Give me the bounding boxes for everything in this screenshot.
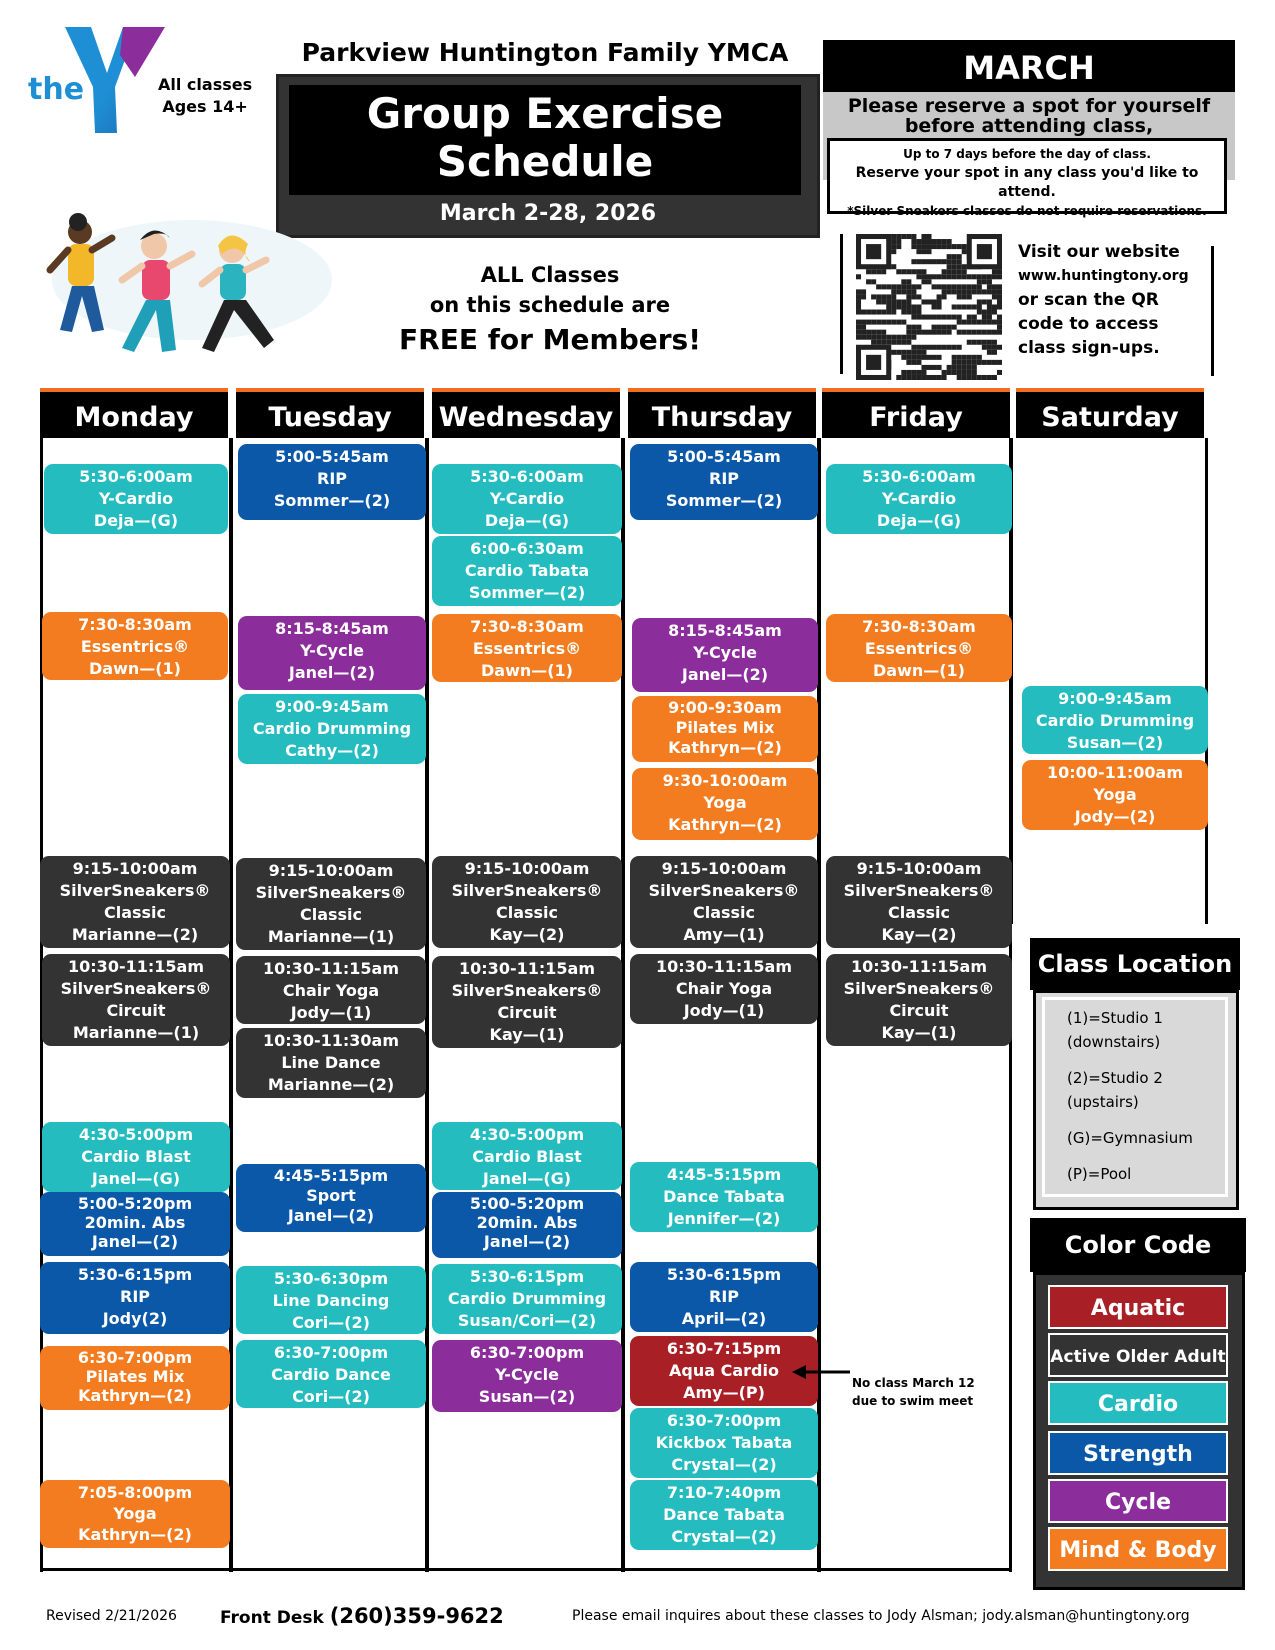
class-instructor: Kathryn—(2) <box>668 738 782 757</box>
class-instructor: Deja—(G) <box>93 511 179 530</box>
class-instructor: Susan—(2) <box>1066 733 1164 752</box>
class-instructor: Janel—(G) <box>91 1169 181 1188</box>
reserve-line-1: Please reserve a spot for yourself <box>847 95 1211 117</box>
reserve-line-2: before attending class, <box>904 115 1154 137</box>
class-block[interactable] <box>432 536 622 606</box>
class-name: Cardio Tabata <box>464 561 590 580</box>
class-block[interactable] <box>432 956 622 1048</box>
class-name: 20min. Abs <box>476 1213 578 1232</box>
class-name: Cardio Dance <box>271 1365 391 1384</box>
class-block[interactable] <box>40 1346 230 1410</box>
class-time: 5:30-6:00am <box>470 467 584 486</box>
class-instructor: Crystal—(2) <box>671 1455 777 1474</box>
free-for-members <box>380 260 720 360</box>
color-code-active-older-adult: Active Older Adult <box>1048 1333 1228 1377</box>
title-line-1: Group Exercise <box>366 89 724 138</box>
class-instructor: Janel—(2) <box>483 1232 571 1251</box>
class-time: 6:30-7:15pm <box>666 1339 782 1358</box>
class-instructor: Kathryn—(2) <box>668 815 782 834</box>
class-name: Aqua Cardio <box>669 1361 779 1380</box>
class-block[interactable] <box>40 856 230 948</box>
class-instructor: Marianne—(1) <box>267 927 395 946</box>
note-line-1: No class March 12 <box>852 1376 975 1390</box>
class-time: 5:30-6:00am <box>79 467 193 486</box>
class-time: 10:30-11:15am <box>656 957 792 976</box>
class-location-title: Class Location <box>1030 938 1240 990</box>
free-line-1: ALL Classes <box>480 263 620 287</box>
class-block[interactable] <box>632 768 818 840</box>
class-block[interactable] <box>236 956 426 1024</box>
class-time: 5:30-6:15pm <box>469 1267 585 1286</box>
class-time: 9:00-9:45am <box>275 697 389 716</box>
class-name: Cardio Blast <box>472 1147 582 1166</box>
class-block[interactable] <box>630 856 818 948</box>
class-instructor: Crystal—(2) <box>671 1527 777 1546</box>
class-time: 7:30-8:30am <box>470 617 584 636</box>
class-name: RIP <box>317 469 347 488</box>
class-instructor: Kathryn—(2) <box>78 1525 192 1544</box>
class-name: Y-Cardio <box>489 489 565 508</box>
class-time: 8:15-8:45am <box>275 619 389 638</box>
class-time: 10:30-11:15am <box>263 959 399 978</box>
class-time: 8:15-8:45am <box>668 621 782 640</box>
title-line-2: Schedule <box>436 137 654 186</box>
class-block[interactable] <box>42 1122 230 1192</box>
ymca-name: Parkview Huntington Family YMCA <box>301 38 789 67</box>
website-info <box>1018 240 1189 360</box>
class-time: 6:00-6:30am <box>470 539 584 558</box>
class-block[interactable] <box>432 1192 622 1258</box>
class-time: 10:30-11:30am <box>263 1031 399 1050</box>
class-instructor: Kay—(1) <box>489 1025 565 1044</box>
class-name-2: Classic <box>887 903 951 922</box>
revised-date: Revised 2/21/2026 <box>46 1608 177 1624</box>
class-name-2: Classic <box>495 903 559 922</box>
class-block[interactable] <box>632 618 818 692</box>
class-block[interactable] <box>630 1408 818 1478</box>
class-block[interactable] <box>42 954 230 1046</box>
class-block[interactable] <box>432 1264 622 1334</box>
class-time: 9:30-10:00am <box>662 771 788 790</box>
free-line-3: FREE for Members! <box>399 323 701 356</box>
class-time: 5:00-5:45am <box>275 447 389 466</box>
detail-line-1: Up to 7 days before the day of class. <box>903 147 1151 161</box>
class-name-2: Classic <box>692 903 756 922</box>
class-name-2: Circuit <box>889 1001 949 1020</box>
class-instructor: Kay—(2) <box>489 925 565 944</box>
contact-email[interactable]: Please email inquires about these classes to Jody Alsman; jody.alsman@huntingtony.org <box>572 1608 1190 1624</box>
class-name: Pilates Mix <box>675 718 775 737</box>
class-block[interactable] <box>630 1336 818 1406</box>
ages-text: Ages 14+ <box>162 97 248 116</box>
class-time: 5:30-6:30pm <box>273 1269 389 1288</box>
class-block[interactable] <box>236 858 426 950</box>
class-instructor: Jody—(2) <box>1074 807 1156 826</box>
class-instructor: Jody(2) <box>102 1309 168 1328</box>
class-name-2: Classic <box>299 905 363 924</box>
visit-line-1: Visit our website <box>1018 242 1180 262</box>
visit-line-2: or scan the QR <box>1018 290 1159 310</box>
class-name: Kickbox Tabata <box>655 1433 793 1452</box>
class-name: Essentrics® <box>80 637 190 656</box>
class-time: 9:00-9:45am <box>1058 689 1172 708</box>
front-desk-label: Front Desk <box>220 1608 324 1628</box>
class-time: 7:30-8:30am <box>78 615 192 634</box>
class-instructor: Janel—(G) <box>482 1169 572 1188</box>
class-block[interactable] <box>630 1262 818 1332</box>
class-instructor: Marianne—(1) <box>72 1023 200 1042</box>
class-block[interactable] <box>236 1028 426 1098</box>
location-item: (P)=Pool <box>1067 1165 1132 1183</box>
class-time: 5:00-5:45am <box>667 447 781 466</box>
class-block[interactable] <box>40 1262 230 1334</box>
class-time: 9:15-10:00am <box>464 859 590 878</box>
class-instructor: Sommer—(2) <box>468 583 586 602</box>
class-block[interactable] <box>238 444 426 520</box>
class-time: 10:30-11:15am <box>459 959 595 978</box>
class-name: Cardio Drumming <box>1035 711 1195 730</box>
visit-line-3: code to access <box>1018 314 1159 334</box>
class-block[interactable] <box>238 694 426 764</box>
class-name: RIP <box>709 469 739 488</box>
class-instructor: Deja—(G) <box>484 511 570 530</box>
class-time: 4:45-5:15pm <box>666 1165 782 1184</box>
class-instructor: Janel—(2) <box>681 665 769 684</box>
class-instructor: Dawn—(1) <box>872 661 965 680</box>
color-code-cycle: Cycle <box>1048 1479 1228 1523</box>
class-time: 4:30-5:00pm <box>469 1125 585 1144</box>
class-time: 6:30-7:00pm <box>666 1411 782 1430</box>
class-block[interactable] <box>432 1340 622 1412</box>
page-title <box>289 85 801 195</box>
class-name: Y-Cycle <box>300 641 364 660</box>
reserve-text <box>823 96 1235 136</box>
column-saturday <box>1010 438 1208 924</box>
class-name-2: Circuit <box>106 1001 166 1020</box>
class-name: Dance Tabata <box>663 1187 785 1206</box>
location-item: (G)=Gymnasium <box>1067 1129 1193 1147</box>
schedule-bottom-line <box>40 1568 1012 1571</box>
class-name: Yoga <box>113 1504 157 1523</box>
class-instructor: Deja—(G) <box>876 511 962 530</box>
day-header-thursday: Thursday <box>628 388 816 438</box>
class-name: Y-Cycle <box>495 1365 559 1384</box>
class-block[interactable] <box>236 1266 426 1334</box>
class-name: SilverSneakers® <box>451 981 603 1000</box>
color-code-aquatic: Aquatic <box>1048 1285 1228 1329</box>
class-block[interactable] <box>238 616 426 690</box>
class-name: Y-Cardio <box>881 489 957 508</box>
class-time: 5:00-5:20pm <box>469 1194 585 1213</box>
class-name: Essentrics® <box>472 639 582 658</box>
dancers-illustration <box>42 210 342 370</box>
class-instructor: Sommer—(2) <box>273 491 391 510</box>
class-name: Sport <box>306 1186 356 1205</box>
class-name: Line Dancing <box>272 1291 390 1310</box>
class-block[interactable] <box>236 1340 426 1408</box>
class-instructor: Jennifer—(2) <box>667 1209 781 1228</box>
title-box <box>276 74 820 238</box>
class-time: 9:15-10:00am <box>661 859 787 878</box>
class-name: Cardio Drumming <box>447 1289 607 1308</box>
class-name: SilverSneakers® <box>451 881 603 900</box>
class-time: 9:15-10:00am <box>856 859 982 878</box>
class-instructor: Kay—(1) <box>881 1023 957 1042</box>
month-title: MARCH <box>823 40 1235 92</box>
reserve-detail <box>827 138 1227 218</box>
class-block[interactable] <box>40 1192 230 1256</box>
class-name: Yoga <box>1093 785 1137 804</box>
class-instructor: Kathryn—(2) <box>78 1386 192 1405</box>
class-instructor: Cathy—(2) <box>285 741 379 760</box>
schedule-dates: March 2-28, 2026 <box>439 201 657 226</box>
class-instructor: Marianne—(2) <box>71 925 199 944</box>
class-time: 10:30-11:15am <box>851 957 987 976</box>
location-item: (1)=Studio 1 (downstairs) <box>1067 1009 1163 1051</box>
class-instructor: Susan—(2) <box>478 1387 576 1406</box>
color-code-box <box>1033 1272 1245 1590</box>
class-block[interactable] <box>630 1480 818 1550</box>
divider <box>840 234 843 374</box>
class-name: SilverSneakers® <box>255 883 407 902</box>
day-header-wednesday: Wednesday <box>432 388 620 438</box>
class-instructor: Jody—(1) <box>290 1003 372 1022</box>
class-name: Chair Yoga <box>675 979 773 998</box>
class-block[interactable] <box>432 614 622 682</box>
class-block[interactable] <box>826 856 1012 948</box>
class-name: Line Dance <box>281 1053 381 1072</box>
visit-line-4: class sign-ups. <box>1018 338 1160 358</box>
class-instructor: Jody—(1) <box>683 1001 765 1020</box>
class-time: 4:30-5:00pm <box>78 1125 194 1144</box>
class-time: 5:30-6:00am <box>862 467 976 486</box>
day-header-monday: Monday <box>40 388 228 438</box>
class-instructor: Dawn—(1) <box>88 659 181 678</box>
note-line-2: due to swim meet <box>852 1394 974 1408</box>
detail-line-3: *Silver Sneakers classes do not require reservations. <box>847 204 1207 218</box>
class-instructor: Sommer—(2) <box>665 491 783 510</box>
class-name: Cardio Drumming <box>252 719 412 738</box>
class-name: Dance Tabata <box>663 1505 785 1524</box>
qr-code[interactable] <box>856 234 1002 380</box>
class-block[interactable] <box>630 444 818 520</box>
class-time: 7:10-7:40pm <box>666 1483 782 1502</box>
class-instructor: Dawn—(1) <box>480 661 573 680</box>
class-block[interactable] <box>236 1164 426 1232</box>
class-time: 5:30-6:15pm <box>666 1265 782 1284</box>
class-name: RIP <box>120 1287 150 1306</box>
class-block[interactable] <box>1022 686 1208 754</box>
class-block[interactable] <box>1022 760 1208 830</box>
class-instructor: Cori—(2) <box>292 1313 370 1332</box>
day-header-tuesday: Tuesday <box>236 388 424 438</box>
arrow-left-icon <box>792 1364 852 1380</box>
class-time: 4:45-5:15pm <box>273 1166 389 1185</box>
class-block[interactable] <box>44 464 228 534</box>
class-time: 6:30-7:00pm <box>77 1348 193 1367</box>
class-location-list <box>1042 997 1228 1197</box>
class-name: Chair Yoga <box>282 981 380 1000</box>
class-name: RIP <box>709 1287 739 1306</box>
class-time: 7:05-8:00pm <box>77 1483 193 1502</box>
class-name: Cardio Blast <box>81 1147 191 1166</box>
class-time: 6:30-7:00pm <box>273 1343 389 1362</box>
class-name: Essentrics® <box>864 639 974 658</box>
class-name: SilverSneakers® <box>60 979 212 998</box>
class-block[interactable] <box>42 612 228 680</box>
class-instructor: Cori—(2) <box>292 1387 370 1406</box>
class-name: Yoga <box>703 793 747 812</box>
detail-line-2: Reserve your spot in any class you'd like to attend. <box>855 165 1199 200</box>
class-time: 10:30-11:15am <box>68 957 204 976</box>
class-instructor: April—(2) <box>681 1309 767 1328</box>
month-box <box>823 40 1235 218</box>
class-location-box <box>1033 990 1239 1210</box>
free-line-2: on this schedule are <box>429 293 671 317</box>
class-instructor: Amy—(1) <box>683 925 765 944</box>
class-name: SilverSneakers® <box>59 881 211 900</box>
class-name: Y-Cardio <box>98 489 174 508</box>
class-name: SilverSneakers® <box>648 881 800 900</box>
color-code-cardio: Cardio <box>1048 1381 1228 1425</box>
divider <box>1211 246 1214 376</box>
cancellation-note <box>852 1374 975 1410</box>
location-item: (2)=Studio 2 (upstairs) <box>1067 1069 1163 1111</box>
class-block[interactable] <box>432 1122 622 1190</box>
class-instructor: Susan/Cori—(2) <box>457 1311 597 1330</box>
color-code-strength: Strength <box>1048 1431 1228 1475</box>
class-block[interactable] <box>630 1162 818 1232</box>
age-note <box>158 74 252 118</box>
class-instructor: Amy—(P) <box>683 1383 765 1402</box>
class-block[interactable] <box>826 464 1012 534</box>
class-time: 9:15-10:00am <box>268 861 394 880</box>
all-classes-text: All classes <box>158 75 253 94</box>
color-code-mind-body: Mind & Body <box>1048 1527 1228 1571</box>
class-time: 9:15-10:00am <box>72 859 198 878</box>
class-time: 10:00-11:00am <box>1047 763 1183 782</box>
class-block[interactable] <box>432 856 622 948</box>
day-header-friday: Friday <box>822 388 1010 438</box>
class-instructor: Kay—(2) <box>881 925 957 944</box>
day-header-saturday: Saturday <box>1016 388 1204 438</box>
class-instructor: Janel—(2) <box>287 1206 375 1225</box>
class-instructor: Marianne—(2) <box>267 1075 395 1094</box>
class-instructor: Janel—(2) <box>91 1232 179 1251</box>
class-name: 20min. Abs <box>84 1213 186 1232</box>
class-block[interactable] <box>632 696 818 762</box>
class-name: Pilates Mix <box>85 1367 185 1386</box>
class-block[interactable] <box>40 1480 230 1548</box>
website-url[interactable]: www.huntingtony.org <box>1018 268 1189 284</box>
class-block[interactable] <box>432 464 622 534</box>
class-time: 7:30-8:30am <box>862 617 976 636</box>
class-time: 9:00-9:30am <box>668 698 782 717</box>
class-name: SilverSneakers® <box>843 979 995 998</box>
class-name: SilverSneakers® <box>843 881 995 900</box>
class-instructor: Janel—(2) <box>288 663 376 682</box>
class-time: 5:00-5:20pm <box>77 1194 193 1213</box>
front-desk-phone[interactable]: (260)359-9622 <box>329 1604 504 1628</box>
class-block[interactable] <box>630 954 818 1024</box>
class-name-2: Circuit <box>497 1003 557 1022</box>
color-code-title: Color Code <box>1030 1218 1246 1272</box>
class-block[interactable] <box>826 614 1012 682</box>
class-block[interactable] <box>826 954 1012 1046</box>
class-time: 5:30-6:15pm <box>77 1265 193 1284</box>
class-name-2: Classic <box>103 903 167 922</box>
logo-the-text: the <box>28 72 85 107</box>
front-desk <box>220 1604 504 1628</box>
class-name: Y-Cycle <box>693 643 757 662</box>
class-time: 6:30-7:00pm <box>469 1343 585 1362</box>
